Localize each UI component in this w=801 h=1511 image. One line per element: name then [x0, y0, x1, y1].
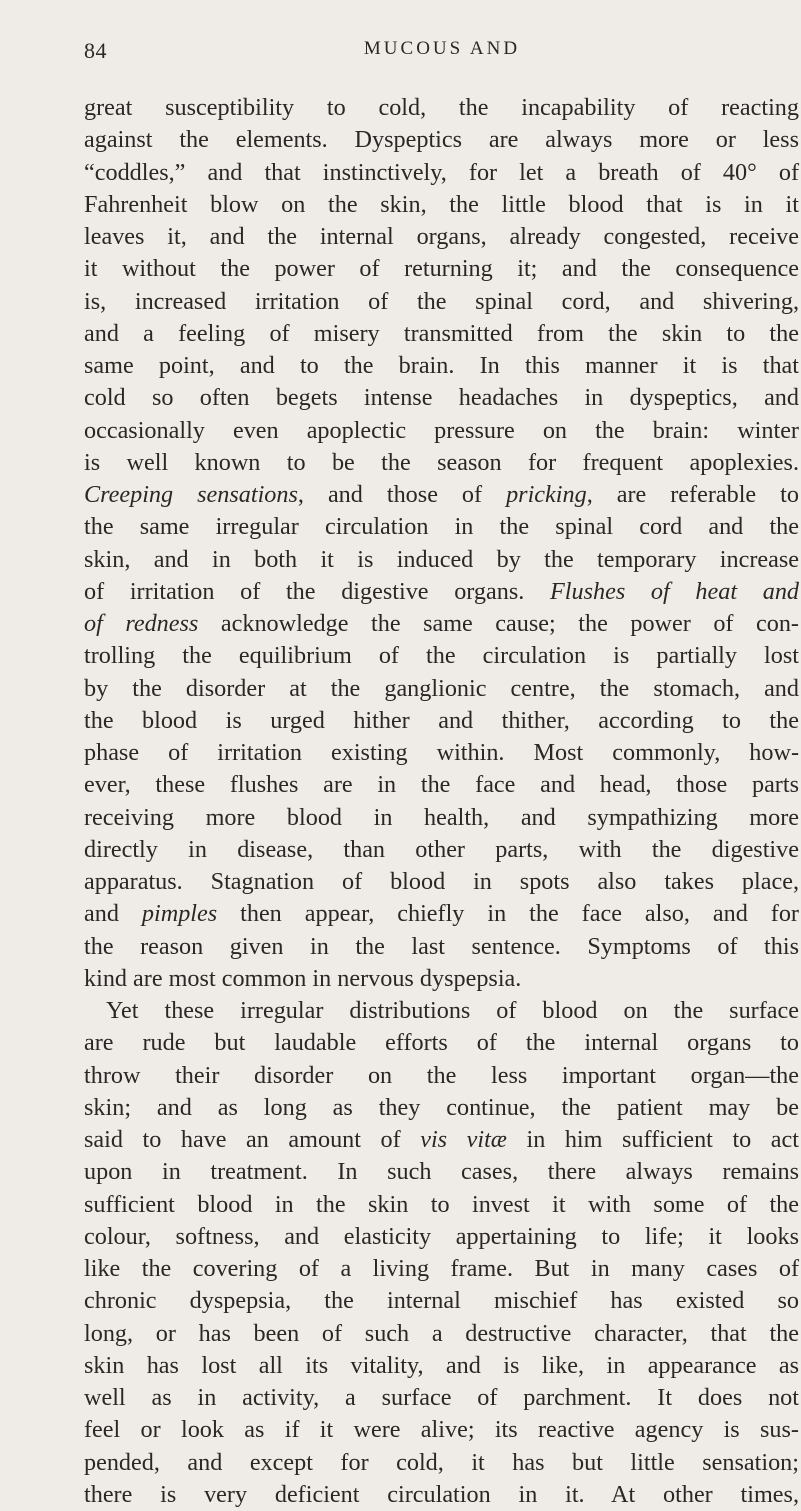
running-head: [84, 38, 800, 68]
text-line-4: Fahrenheit blow on the skin, the little blood that is in it: [84, 190, 799, 218]
text-line-24: directly in disease, than other parts, with the digestive: [84, 835, 799, 863]
emphasis-of-redness: of redness: [84, 610, 199, 637]
emphasis-flushes-of-heat: Flushes of heat and: [549, 577, 800, 605]
text-line-6: it without the power of returning it; and the consequence: [84, 255, 799, 283]
emphasis-creeping-sensations: Creeping sensations: [84, 481, 298, 508]
text-line-15: skin, and in both it is induced by the temporary increase: [84, 545, 799, 573]
text-line-23: receiving more blood in health, and sympathizing more: [84, 803, 799, 831]
emphasis-pimples: pimples: [141, 900, 218, 928]
text-line-7: is, increased irritation of the spinal cord, and shivering,: [84, 287, 799, 315]
text-line-10: cold so often begets intense headaches in dyspeptics, and: [84, 384, 799, 412]
text-line-40: skin has lost all its vitality, and is like, in appearance as: [84, 1351, 799, 1379]
text-line-2: against the elements. Dyspeptics are always more or less: [84, 126, 799, 154]
text-line-19: by the disorder at the ganglionic centre, the stomach, and: [84, 674, 799, 702]
text-line-33: said to have an amount of vis vitæ in him sufficient to act: [84, 1126, 799, 1153]
text-line-27: the reason given in the last sentence. Symptoms of this: [84, 932, 799, 960]
text-line-37: like the covering of a living frame. But in many cases of: [84, 1255, 799, 1282]
text-line-12: is well known to be the season for frequent apoplexies.: [84, 448, 799, 476]
text-line-25: apparatus. Stagnation of blood in spots also takes place,: [84, 868, 799, 895]
text-line-43: pended, and except for cold, it has but little sensation;: [84, 1448, 799, 1476]
text-line-18: trolling the equilibrium of the circulation is partially lost: [84, 642, 799, 670]
text-line-29: Yet these irregular distributions of blood on the surface: [106, 997, 799, 1024]
page-number: 84: [84, 38, 107, 63]
text-line-11: occasionally even apoplectic pressure on the brain: winter: [84, 416, 799, 444]
text-line-44: there is very deficient circulation in it. At other times,: [84, 1480, 799, 1508]
text-line-21: phase of irritation existing within. Most commonly, how-: [84, 739, 799, 766]
text-line-9: same point, and to the brain. In this manner it is that: [84, 352, 799, 379]
text-line-26: and pimples then appear, chiefly in the face also, and for: [84, 900, 799, 928]
running-title: MUCOUS AND: [363, 38, 521, 59]
text-line-32: skin; and as long as they continue, the patient may be: [84, 1093, 799, 1121]
text-line-38: chronic dyspepsia, the internal mischief has existed so: [84, 1287, 799, 1315]
text-line-20: the blood is urged hither and thither, according to the: [84, 706, 799, 734]
text-line-1: great susceptibility to cold, the incapability of reacting: [84, 94, 799, 121]
text-line-39: long, or has been of such a destructive character, that the: [84, 1319, 799, 1347]
emphasis-vis-vitae: vis vitæ: [420, 1126, 507, 1153]
text-line-36: colour, softness, and elasticity appertaining to life; it looks: [84, 1222, 799, 1250]
text-line-5: leaves it, and the internal organs, already congested, receive: [84, 223, 799, 250]
text-line-16: of irritation of the digestive organs. Flushes of heat and: [84, 577, 800, 605]
text-line-14: the same irregular circulation in the spinal cord and the: [84, 513, 799, 541]
text-line-28: kind are most common in nervous dyspepsia.: [84, 964, 522, 992]
text-line-35: sufficient blood in the skin to invest it with some of the: [84, 1190, 799, 1218]
text-line-13: Creeping sensations, and those of pricking, are referable to: [84, 481, 799, 508]
text-line-17: of redness acknowledge the same cause; the power of con-: [84, 610, 799, 637]
text-line-30: are rude but laudable efforts of the internal organs to: [84, 1029, 799, 1057]
text-line-8: and a feeling of misery transmitted from the skin to the: [84, 319, 799, 347]
text-line-3: “coddles,” and that instinctively, for let a breath of 40° of: [84, 158, 799, 186]
text-line-42: feel or look as if it were alive; its reactive agency is sus-: [84, 1416, 799, 1444]
text-line-34: upon in treatment. In such cases, there always remains: [84, 1158, 799, 1186]
text-line-41: well as in activity, a surface of parchment. It does not: [84, 1384, 799, 1411]
text-line-31: throw their disorder on the less important organ—the: [84, 1061, 799, 1089]
text-line-22: ever, these flushes are in the face and head, those parts: [84, 771, 799, 799]
body-text: [84, 92, 799, 1511]
emphasis-pricking: pricking: [506, 481, 587, 508]
